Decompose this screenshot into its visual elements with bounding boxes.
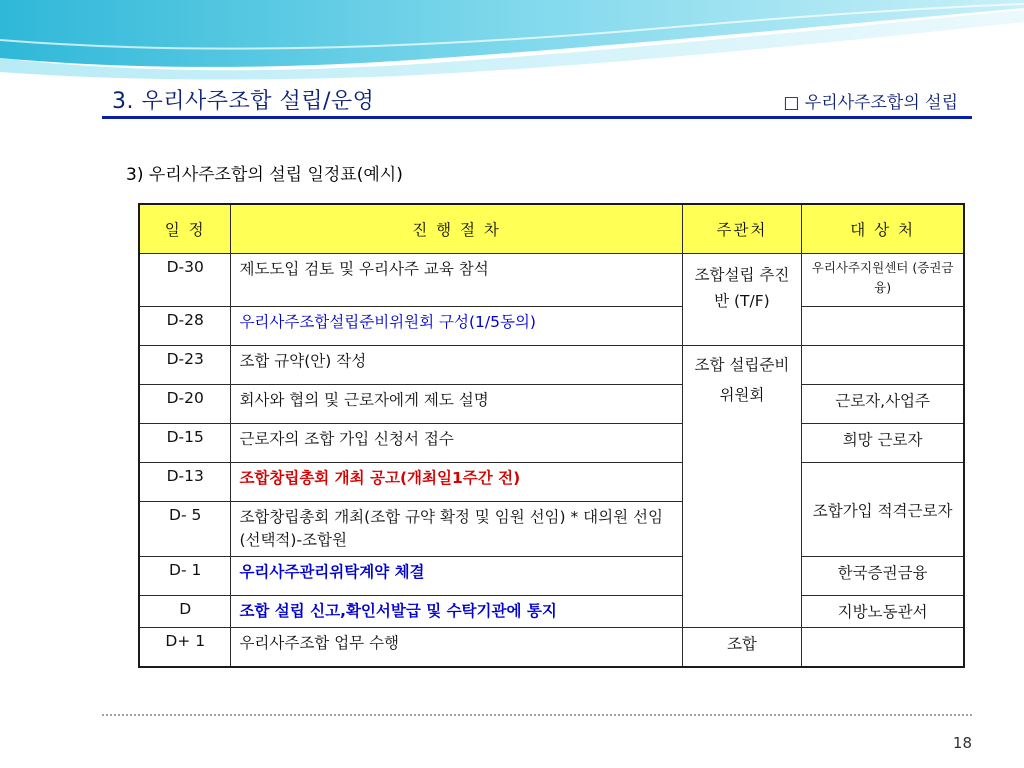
header-host: 주관처 [682, 204, 802, 254]
row-procedure: 조합 설립 신고,확인서발급 및 수탁기관에 통지 [231, 596, 682, 628]
row-date: D- 1 [139, 557, 231, 596]
row-procedure: 우리사주조합설립준비위원회 구성(1/5동의) [231, 307, 682, 346]
table-row [139, 628, 964, 668]
row-target: 지방노동관서 [802, 596, 964, 628]
section-label: □ 우리사주조합의 설립 [783, 93, 958, 113]
host-group-committee: 조합 설립준비 위원회 [682, 346, 802, 628]
row-date: D [139, 596, 231, 628]
host-group-taskforce: 조합설립 추진반 (T/F) [682, 254, 802, 346]
row-target: 한국증권금융 [802, 557, 964, 596]
row-procedure: 조합 규약(안) 작성 [231, 346, 682, 385]
row-procedure: 조합창립총회 개최 공고(개최일1주간 전) [231, 463, 682, 502]
header-target: 대 상 처 [802, 204, 964, 254]
row-date: D-13 [139, 463, 231, 502]
row-target: 근로자,사업주 [802, 385, 964, 424]
table-row [139, 424, 964, 463]
page-number: 18 [952, 734, 972, 752]
row-target: 우리사주지원센터 (증권금융) [802, 254, 964, 307]
table-row [139, 557, 964, 596]
table-row [139, 254, 964, 307]
page-title: 3. 우리사주조합 설립/운영 [112, 89, 375, 114]
row-date: D-15 [139, 424, 231, 463]
title-divider [102, 116, 972, 119]
row-target: 희망 근로자 [802, 424, 964, 463]
row-procedure: 우리사주관리위탁계약 체결 [231, 557, 682, 596]
row-date: D-28 [139, 307, 231, 346]
row-date: D-20 [139, 385, 231, 424]
row-date: D+ 1 [139, 628, 231, 668]
row-procedure: 근로자의 조합 가입 신청서 접수 [231, 424, 682, 463]
row-target [802, 346, 964, 385]
table-row [139, 307, 964, 346]
row-target [802, 307, 964, 346]
table-row [139, 596, 964, 628]
header-date: 일 정 [139, 204, 231, 254]
row-procedure: 우리사주조합 업무 수행 [231, 628, 682, 668]
row-procedure: 조합창립총회 개최(조합 규약 확정 및 임원 선임) * 대의원 선임(선택적)-조합원 [231, 502, 682, 557]
table-row [139, 346, 964, 385]
row-target: 조합가입 적격근로자 [802, 463, 964, 557]
row-procedure: 제도도입 검토 및 우리사주 교육 참석 [231, 254, 682, 307]
footer-divider [102, 714, 972, 716]
table-row [139, 385, 964, 424]
header-procedure: 진 행 절 차 [231, 204, 682, 254]
row-date: D- 5 [139, 502, 231, 557]
table-row [139, 463, 964, 502]
row-date: D-23 [139, 346, 231, 385]
row-target [802, 628, 964, 668]
row-date: D-30 [139, 254, 231, 307]
header-wave-decoration [0, 0, 1024, 90]
row-procedure: 회사와 협의 및 근로자에게 제도 설명 [231, 385, 682, 424]
schedule-subtitle: 3) 우리사주조합의 설립 일정표(예시) [126, 165, 403, 185]
row-host: 조합 [682, 628, 802, 668]
schedule-table [138, 203, 965, 668]
table-header-row [139, 204, 964, 254]
